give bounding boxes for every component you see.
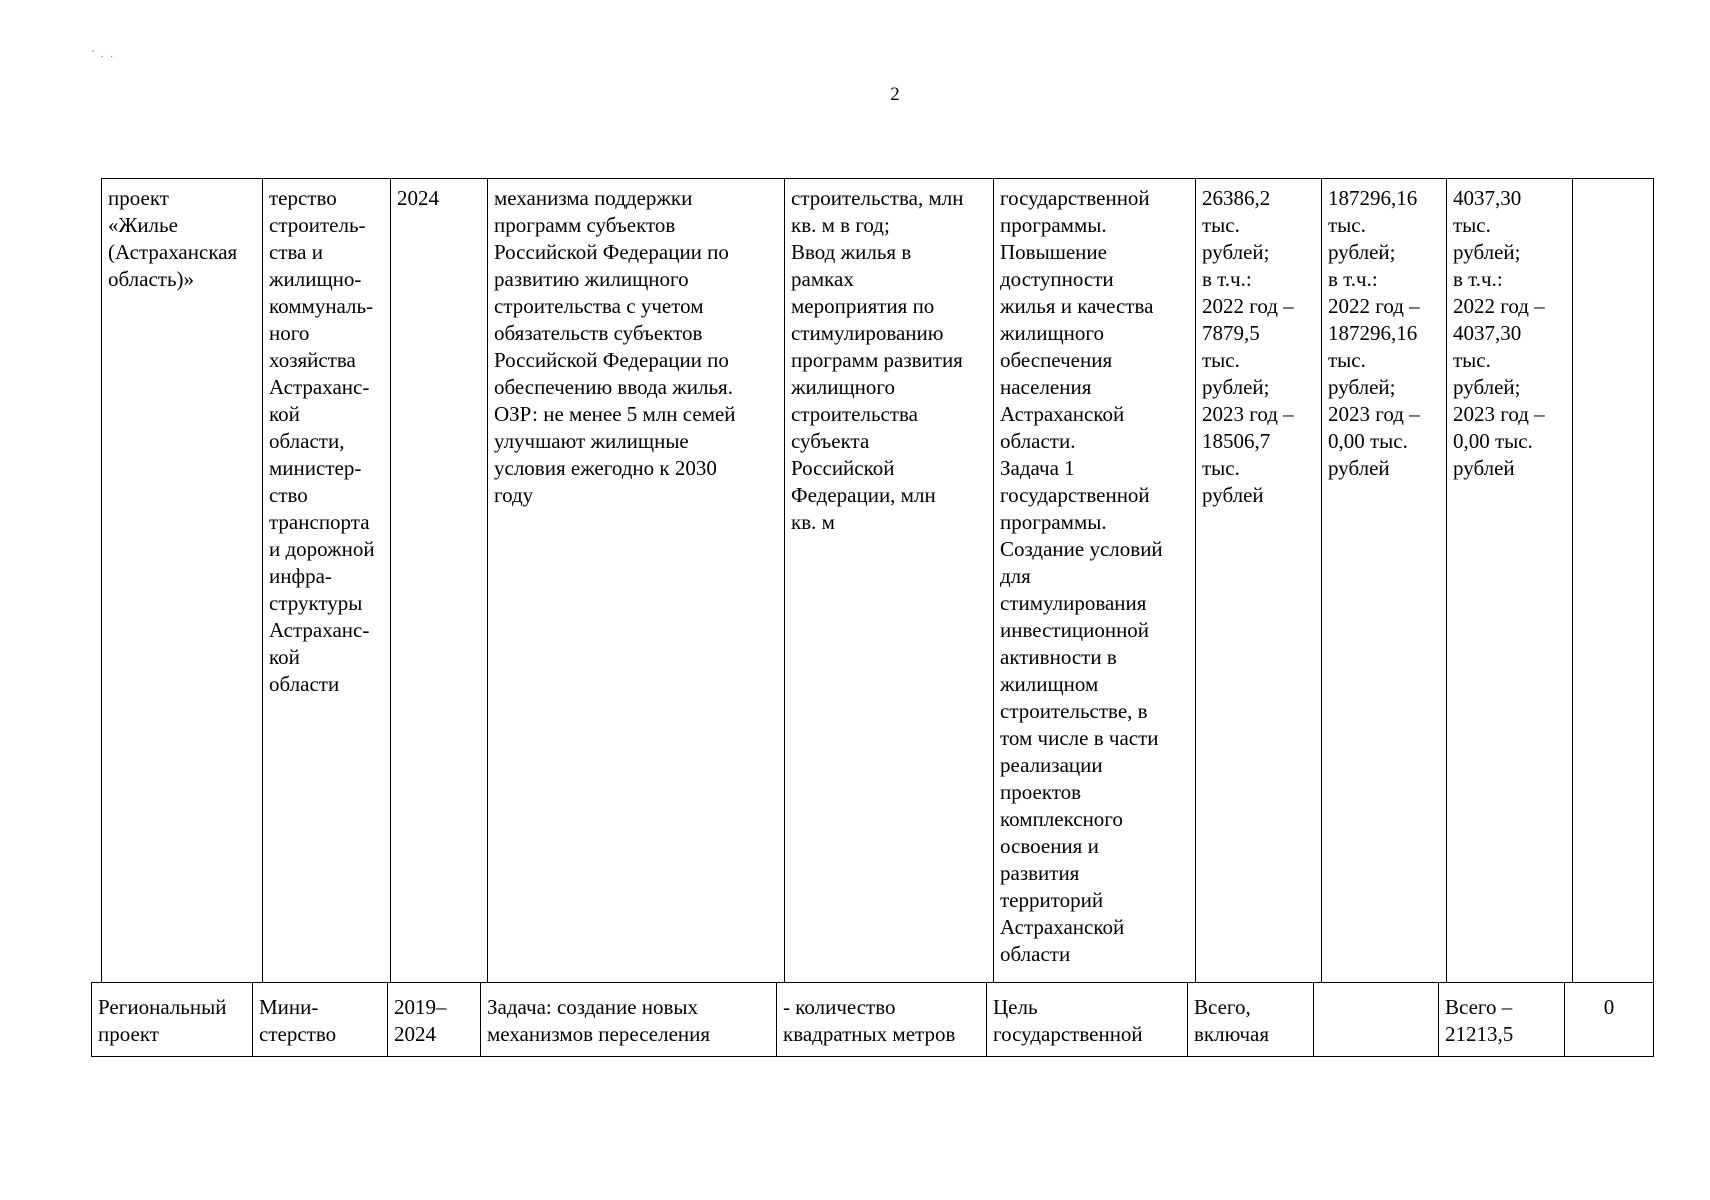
- cell-text-line: субъекта: [791, 429, 870, 453]
- cell-text-line: жилищного: [791, 375, 895, 399]
- cell-text-line: Ввод жилья в: [791, 240, 912, 264]
- cell-text-line: 21213,5: [1445, 1022, 1514, 1046]
- cell-text-line: Всего,: [1194, 995, 1251, 1019]
- cell-text-line: структуры: [269, 591, 363, 615]
- cell-text-line: рублей;: [1453, 375, 1521, 399]
- cell-text-line: Астраханской: [1000, 402, 1125, 426]
- cell-text-line: 2022 год –: [1328, 294, 1420, 318]
- cell-text-line: инфра-: [269, 564, 332, 588]
- cell-text-line: строительства, млн: [791, 186, 964, 210]
- cell-text-line: Российской Федерации по: [494, 240, 729, 264]
- cell-text-line: квадратных метров: [783, 1022, 956, 1046]
- cell-text-line: 2023 год –: [1202, 402, 1294, 426]
- cell-text-line: области,: [269, 429, 345, 453]
- cell-text-line: 7879,5: [1202, 321, 1260, 345]
- cell-text-line: государственной: [993, 1022, 1143, 1046]
- cell-text-line: обеспечения: [1000, 348, 1113, 372]
- cell-text-line: 0,00 тыс.: [1453, 429, 1533, 453]
- cell-text-line: 187296,16: [1328, 321, 1418, 345]
- cell-responsible: [263, 179, 391, 983]
- cell-text-line: область)»: [108, 267, 195, 291]
- cell-funding-1: [1196, 179, 1322, 983]
- cell-text-line: рублей;: [1328, 240, 1396, 264]
- cell-funding-1: [1188, 983, 1314, 1057]
- cell-text-line: реализации: [1000, 753, 1103, 777]
- cell-text-line: кой: [269, 645, 300, 669]
- cell-text-line: области: [269, 672, 340, 696]
- cell-text-line: доступности: [1000, 267, 1114, 291]
- cell-responsible: [253, 983, 388, 1057]
- cell-funding-3: [1447, 179, 1573, 983]
- cell-text-line: 2023 год –: [1328, 402, 1420, 426]
- cell-text-line: 2019–: [394, 995, 447, 1019]
- cell-text-line: том числе в части: [1000, 726, 1159, 750]
- cell-text-line: комплексного: [1000, 807, 1123, 831]
- cell-text-line: Создание условий: [1000, 537, 1163, 561]
- cell-text-line: Астраханс-: [269, 618, 370, 642]
- cell-text-line: терство: [269, 186, 337, 210]
- cell-text-line: проектов: [1000, 780, 1082, 804]
- cell-text-line: механизмов переселения: [487, 1022, 711, 1046]
- cell-text-line: строительства: [791, 402, 919, 426]
- cell-funding-4: [1565, 983, 1654, 1057]
- cell-text-line: рублей: [1202, 483, 1264, 507]
- page-number: 2: [890, 84, 900, 105]
- cell-text-line: 187296,16: [1328, 186, 1418, 210]
- table-row: [102, 179, 1654, 983]
- cell-text-line: рублей: [1328, 456, 1390, 480]
- cell-text-line: жилищного: [1000, 321, 1104, 345]
- cell-text-line: в т.ч.:: [1202, 267, 1252, 291]
- cell-text-line: кв. м в год;: [791, 213, 890, 237]
- cell-text-line: министер-: [269, 456, 362, 480]
- cell-text-line: программы.: [1000, 510, 1107, 534]
- cell-text-line: рублей;: [1328, 375, 1396, 399]
- cell-text-line: тыс.: [1202, 213, 1240, 237]
- cell-text-line: государственной: [1000, 186, 1150, 210]
- cell-text-line: тыс.: [1328, 213, 1366, 237]
- cell-text-line: строительства с учетом: [494, 294, 704, 318]
- cell-text-line: 2023 год –: [1453, 402, 1545, 426]
- cell-text-line: освоения и: [1000, 834, 1099, 858]
- table-row: [92, 983, 1654, 1057]
- cell-text-line: механизма поддержки: [494, 186, 693, 210]
- cell-text-line: Задача 1: [1000, 456, 1075, 480]
- cell-text-line: 4037,30: [1453, 186, 1522, 210]
- cell-funding-4: [1573, 179, 1654, 983]
- cell-text-line: 18506,7: [1202, 429, 1271, 453]
- cell-text-line: тыс.: [1202, 456, 1240, 480]
- cell-indicators: [785, 179, 994, 983]
- cell-text-line: «Жилье: [108, 213, 178, 237]
- cell-text-line: и дорожной: [269, 537, 375, 561]
- cell-text-line: Астраханс-: [269, 375, 370, 399]
- cell-text-line: рамках: [791, 267, 854, 291]
- cell-period: [391, 179, 488, 983]
- cell-text-line: Цель: [993, 995, 1038, 1019]
- cell-text-line: развития: [1000, 861, 1080, 885]
- cell-text-line: стимулированию: [791, 321, 944, 345]
- cell-text-line: рублей;: [1453, 240, 1521, 264]
- cell-text-line: (Астраханская: [108, 240, 238, 264]
- cell-text-line: жилья и качества: [1000, 294, 1154, 318]
- cell-text-line: обязательств субъектов: [494, 321, 703, 345]
- cell-text-line: для: [1000, 564, 1031, 588]
- cell-text-line: включая: [1194, 1022, 1270, 1046]
- cell-text-line: программ субъектов: [494, 213, 676, 237]
- cell-text-line: Задача: создание новых: [487, 995, 699, 1019]
- cell-text-line: Повышение: [1000, 240, 1107, 264]
- cell-text-line: развитию жилищного: [494, 267, 689, 291]
- cell-text-line: мероприятия по: [791, 294, 935, 318]
- cell-text-line: территорий: [1000, 888, 1104, 912]
- cell-text-line: тыс.: [1328, 348, 1366, 372]
- cell-text-line: коммуналь-: [269, 294, 374, 318]
- cell-text-line: рублей: [1453, 456, 1515, 480]
- cell-tasks: [481, 983, 777, 1057]
- cell-text-line: хозяйства: [269, 348, 356, 372]
- cell-text-line: стимулирования: [1000, 591, 1147, 615]
- cell-text-line: 4037,30: [1453, 321, 1522, 345]
- cell-text-line: 2024: [397, 186, 439, 210]
- cell-text-line: ного: [269, 321, 310, 345]
- cell-project-name: [102, 179, 263, 983]
- scan-specks: ' . .: [92, 48, 115, 60]
- cell-text-line: Астраханской: [1000, 915, 1125, 939]
- cell-text-line: 0,00 тыс.: [1328, 429, 1408, 453]
- cell-text-line: рублей;: [1202, 240, 1270, 264]
- cell-text-line: 2022 год –: [1202, 294, 1294, 318]
- cell-tasks: [488, 179, 785, 983]
- cell-goal-link: [987, 983, 1188, 1057]
- cell-text-line: тыс.: [1453, 348, 1491, 372]
- cell-text-line: улучшают жилищные: [494, 429, 689, 453]
- cell-text-line: ство: [269, 483, 308, 507]
- cell-text-line: Федерации, млн: [791, 483, 936, 507]
- cell-text-line: условия ежегодно к 2030: [494, 456, 717, 480]
- cell-text-line: 0: [1603, 995, 1615, 1019]
- cell-text-line: активности в: [1000, 645, 1117, 669]
- cell-text-line: проект: [98, 1022, 159, 1046]
- cell-text-line: Региональный: [98, 995, 227, 1019]
- cell-text-line: жилищно-: [269, 267, 362, 291]
- cell-text-line: инвестиционной: [1000, 618, 1150, 642]
- cell-text-line: ОЗР: не менее 5 млн семей: [494, 402, 736, 426]
- cell-text-line: году: [494, 483, 534, 507]
- table-row-next: [91, 982, 1654, 1057]
- cell-text-line: 26386,2: [1202, 186, 1271, 210]
- cell-funding-2: [1314, 983, 1439, 1057]
- cell-text-line: Всего –: [1445, 995, 1513, 1019]
- cell-text-line: в т.ч.:: [1453, 267, 1503, 291]
- cell-text-line: жилищном: [1000, 672, 1099, 696]
- cell-text-line: кой: [269, 402, 300, 426]
- cell-funding-2: [1322, 179, 1447, 983]
- cell-text-line: в т.ч.:: [1328, 267, 1378, 291]
- cell-text-line: строитель-: [269, 213, 366, 237]
- cell-text-line: области.: [1000, 429, 1076, 453]
- table-row-continued: [101, 178, 1654, 983]
- cell-text-line: населения: [1000, 375, 1092, 399]
- cell-text-line: Российской Федерации по: [494, 348, 729, 372]
- cell-text-line: государственной: [1000, 483, 1150, 507]
- cell-text-line: - количество: [783, 995, 896, 1019]
- cell-text-line: Российской: [791, 456, 895, 480]
- cell-period: [388, 983, 481, 1057]
- cell-text-line: программ развития: [791, 348, 963, 372]
- cell-project-name: [92, 983, 253, 1057]
- cell-indicators: [777, 983, 987, 1057]
- cell-text-line: ства и: [269, 240, 323, 264]
- cell-goal-link: [994, 179, 1196, 983]
- cell-text-line: обеспечению ввода жилья.: [494, 375, 733, 399]
- cell-text-line: тыс.: [1453, 213, 1491, 237]
- cell-text-line: Мини-: [259, 995, 319, 1019]
- cell-funding-3: [1439, 983, 1565, 1057]
- cell-text-line: 2022 год –: [1453, 294, 1545, 318]
- cell-text-line: тыс.: [1202, 348, 1240, 372]
- cell-text-line: стерство: [259, 1022, 337, 1046]
- cell-text-line: кв. м: [791, 510, 835, 534]
- cell-text-line: рублей;: [1202, 375, 1270, 399]
- cell-text-line: программы.: [1000, 213, 1107, 237]
- cell-text-line: строительстве, в: [1000, 699, 1148, 723]
- cell-text-line: проект: [108, 186, 169, 210]
- cell-text-line: области: [1000, 942, 1071, 966]
- cell-text-line: транспорта: [269, 510, 370, 534]
- cell-text-line: 2024: [394, 1022, 436, 1046]
